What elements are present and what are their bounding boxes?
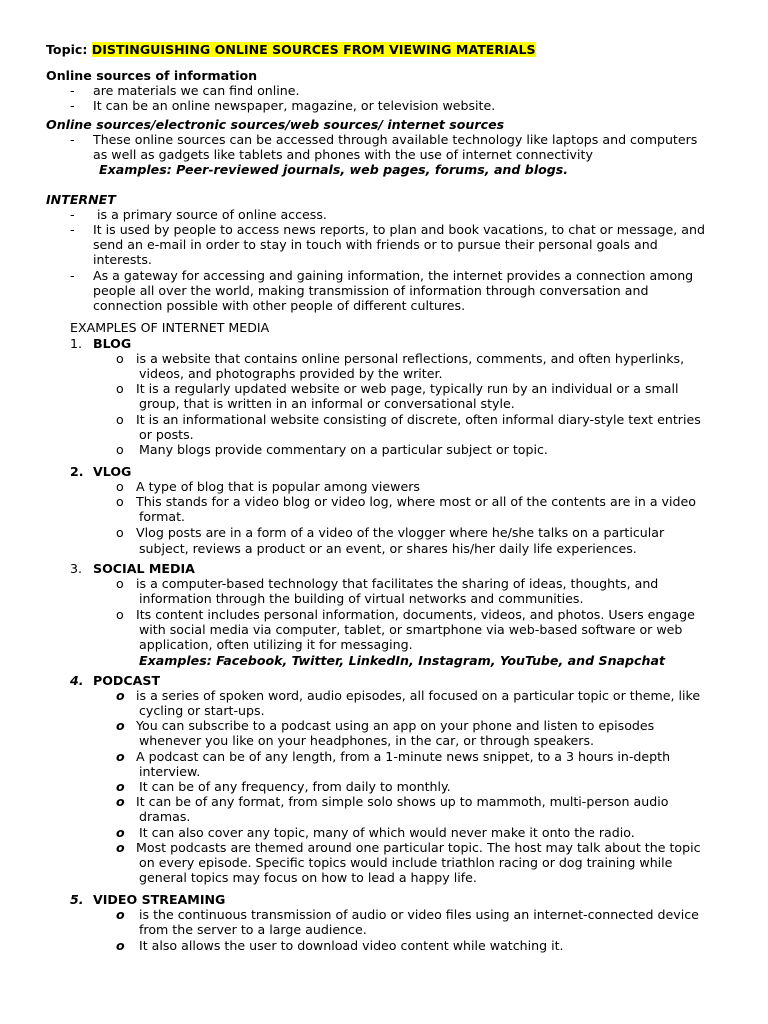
streaming-bullet-line: is the continuous transmission of audio or video files using an internet-connected device — [139, 907, 699, 922]
bullet-marker: o — [116, 749, 125, 764]
social-bullet-line: information through the building of virtual networks and communities. — [139, 591, 584, 606]
internet-item-line: As a gateway for accessing and gaining information, the internet provides a connection among — [93, 268, 694, 283]
electronic-sources-heading: Online sources/electronic sources/web sources/ internet sources — [46, 117, 505, 132]
internet-item-line: interests. — [93, 252, 152, 267]
vlog-bullet-line: This stands for a video blog or video log, where most or all of the contents are in a video — [136, 494, 696, 509]
blog-bullet-line: It is a regularly updated website or web page, typically run by an individual or a small — [136, 381, 679, 396]
bullet-marker: o — [116, 412, 124, 427]
podcast-number: 4. — [70, 673, 84, 688]
blog-number: 1. — [70, 336, 83, 351]
vlog-bullet-line: subject, reviews a product or an event, or shares his/her daily life experiences. — [139, 541, 637, 556]
internet-item-line: people all over the world, making transmission of information through conversation and — [93, 283, 649, 298]
online-sources-item: It can be an online newspaper, magazine, or television website. — [93, 98, 496, 113]
social-title: SOCIAL MEDIA — [93, 561, 195, 576]
bullet-marker: o — [116, 825, 125, 840]
bullet-marker: o — [116, 442, 124, 457]
social-bullet-line: with social media via computer, tablet, or smartphone via web-based software or web — [139, 622, 683, 637]
podcast-bullet-line: It can be of any frequency, from daily to monthly. — [139, 779, 451, 794]
bullet-marker: o — [116, 381, 124, 396]
vlog-bullet-line: A type of blog that is popular among viewers — [136, 479, 420, 494]
dash-marker: - — [70, 98, 75, 113]
social-bullet-line: is a computer-based technology that facilitates the sharing of ideas, thoughts, and — [136, 576, 659, 591]
vlog-bullet-line: Vlog posts are in a form of a video of the vlogger where he/she talks on a particular — [136, 525, 665, 540]
blog-title: BLOG — [93, 336, 132, 351]
bullet-marker: o — [116, 479, 124, 494]
dash-marker: - — [70, 222, 75, 237]
podcast-bullet-line: cycling or start-ups. — [139, 703, 265, 718]
topic-line — [46, 42, 536, 57]
topic-title: DISTINGUISHING ONLINE SOURCES FROM VIEWING MATERIALS — [91, 42, 536, 57]
streaming-bullet-line: It also allows the user to download video content while watching it. — [139, 938, 564, 953]
streaming-bullet-line: from the server to a large audience. — [139, 922, 367, 937]
dash-marker: - — [70, 132, 75, 147]
podcast-bullet-line: interview. — [139, 764, 201, 779]
internet-heading: INTERNET — [46, 192, 116, 207]
social-examples: Examples: Facebook, Twitter, LinkedIn, Instagram, YouTube, and Snapchat — [139, 653, 665, 668]
podcast-bullet-line: It can also cover any topic, many of which would never make it onto the radio. — [139, 825, 635, 840]
podcast-bullet-line: It can be of any format, from simple solo shows up to mammoth, multi-person audio — [136, 794, 669, 809]
social-bullet-line: application, often utilizing it for messaging. — [139, 637, 413, 652]
podcast-title: PODCAST — [93, 673, 161, 688]
bullet-marker: o — [116, 576, 124, 591]
blog-bullet-line: group, that is written in an informal or conversational style. — [139, 396, 515, 411]
bullet-marker: o — [116, 607, 124, 622]
dash-marker: - — [70, 268, 75, 283]
podcast-bullet-line: dramas. — [139, 809, 191, 824]
online-sources-item: are materials we can find online. — [93, 83, 300, 98]
internet-item-line: connection possible with other people of different cultures. — [93, 298, 466, 313]
electronic-sources-line: as well as gadgets like tablets and phones with the use of internet connectivity — [93, 147, 593, 162]
bullet-marker: o — [116, 351, 124, 366]
blog-bullet-line: Many blogs provide commentary on a particular subject or topic. — [139, 442, 548, 457]
vlog-number: 2. — [70, 464, 84, 479]
podcast-bullet-line: general topics may focus on how to lead a happy life. — [139, 870, 477, 885]
internet-item: is a primary source of online access. — [97, 207, 327, 222]
blog-bullet-line: is a website that contains online personal reflections, comments, and often hyperlinks, — [136, 351, 685, 366]
podcast-bullet-line: is a series of spoken word, audio episodes, all focused on a particular topic or theme, like — [136, 688, 701, 703]
electronic-sources-line: These online sources can be accessed through available technology like laptops and computers — [93, 132, 698, 147]
podcast-bullet-line: on every episode. Specific topics would include triathlon racing or dog training while — [139, 855, 673, 870]
blog-bullet-line: videos, and photographs provided by the writer. — [139, 366, 443, 381]
bullet-marker: o — [116, 779, 125, 794]
blog-bullet-line: or posts. — [139, 427, 194, 442]
streaming-title: VIDEO STREAMING — [93, 892, 226, 907]
bullet-marker: o — [116, 494, 124, 509]
bullet-marker: o — [116, 840, 125, 855]
streaming-number: 5. — [70, 892, 84, 907]
online-sources-heading: Online sources of information — [46, 68, 258, 83]
bullet-marker: o — [116, 938, 125, 953]
podcast-bullet-line: whenever you like on your headphones, in the car, or through speakers. — [139, 733, 595, 748]
bullet-marker: o — [116, 525, 124, 540]
internet-item-line: It is used by people to access news reports, to plan and book vacations, to chat or message, and — [93, 222, 705, 237]
social-number: 3. — [70, 561, 83, 576]
podcast-bullet-line: You can subscribe to a podcast using an app on your phone and listen to episodes — [136, 718, 655, 733]
podcast-bullet-line: Most podcasts are themed around one particular topic. The host may talk about the topic — [136, 840, 701, 855]
blog-bullet-line: It is an informational website consisting of discrete, often informal diary-style text entries — [136, 412, 701, 427]
internet-item-line: send an e-mail in order to stay in touch with friends or to pursue their personal goals and — [93, 237, 658, 252]
media-heading: EXAMPLES OF INTERNET MEDIA — [70, 320, 270, 335]
dash-marker: - — [70, 207, 75, 222]
dash-marker: - — [70, 83, 75, 98]
vlog-bullet-line: format. — [139, 509, 186, 524]
bullet-marker: o — [116, 688, 125, 703]
topic-label: Topic: — [46, 42, 88, 57]
podcast-bullet-line: A podcast can be of any length, from a 1-minute news snippet, to a 3 hours in-depth — [136, 749, 671, 764]
bullet-marker: o — [116, 718, 125, 733]
electronic-sources-examples: Examples: Peer-reviewed journals, web pages, forums, and blogs. — [99, 162, 569, 177]
social-bullet-line: Its content includes personal information, documents, videos, and photos. Users engage — [136, 607, 695, 622]
bullet-marker: o — [116, 907, 125, 922]
bullet-marker: o — [116, 794, 125, 809]
vlog-title: VLOG — [93, 464, 132, 479]
